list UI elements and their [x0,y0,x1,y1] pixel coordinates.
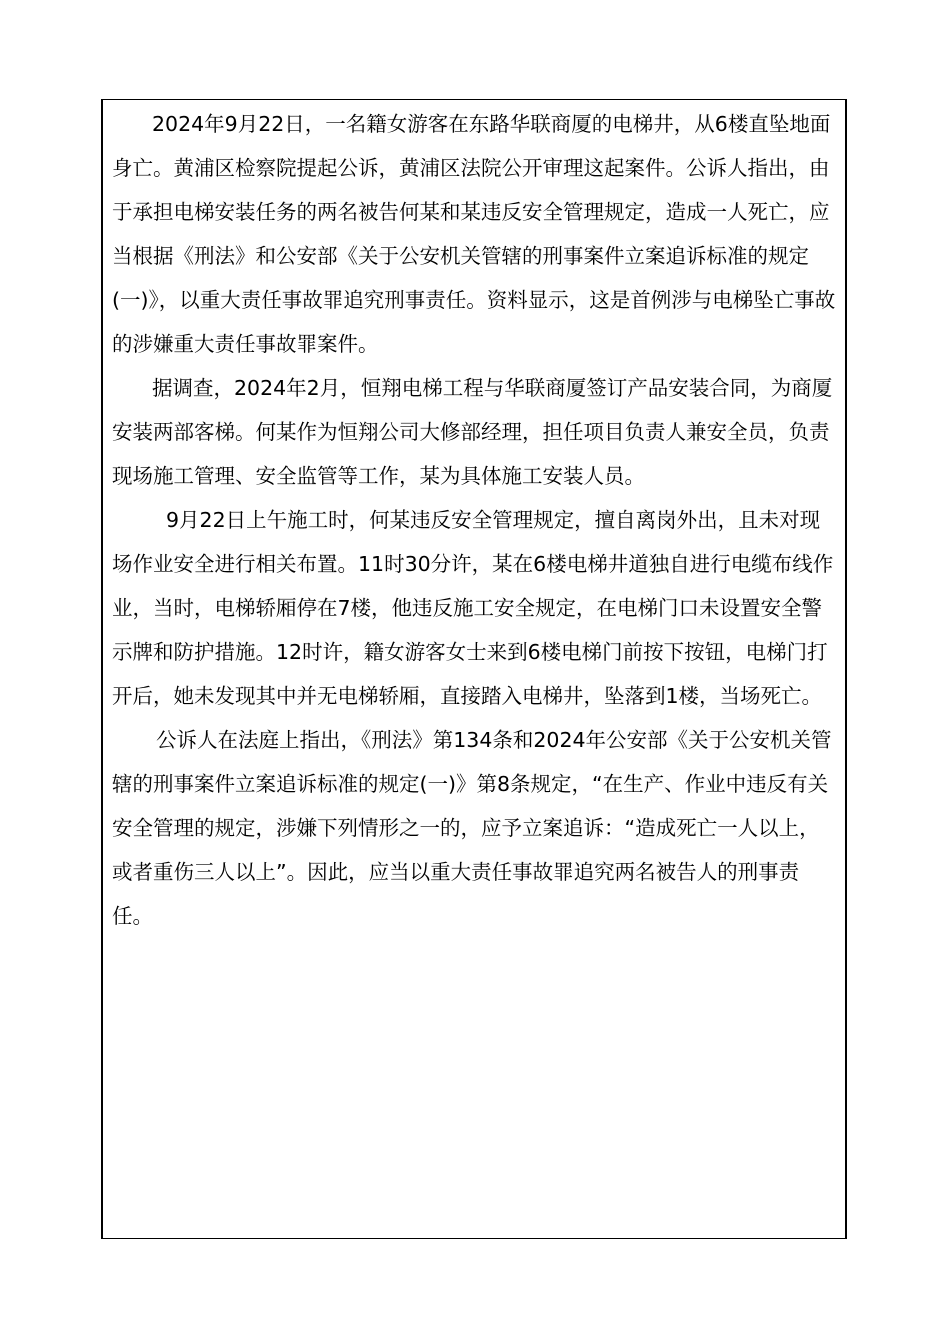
document-body [112,102,838,938]
document-frame [101,99,847,1239]
paragraph-4: 公诉人在法庭上指出，《刑法》第134条和2024年公安部《关于公安机关管辖的刑事案件立案追诉标准的规定(一)》第8条规定，“在生产、作业中违反有关安全管理的规定，涉嫌下列情形之一的，应予立案追诉：“造成死亡一人以上，或者重伤三人以上”。因此，应当以重大责任事故罪追究两名被告人的刑事责任。 [112,728,832,928]
paragraph-3: 9月22日上午施工时，何某违反安全管理规定，擅自离岗外出，且未对现场作业安全进行相关布置。11时30分许，某在6楼电梯井道独自进行电缆布线作业，当时，电梯轿厢停在7楼，他违反施工安全规定，在电梯门口未设置安全警示牌和防护措施。12时许，籍女游客女士来到6楼电梯门前按下按钮，电梯门打开后，她未发现其中并无电梯轿厢，直接踏入电梯井，坠落到1楼，当场死亡。 [112,508,834,708]
paragraph-2: 据调查，2024年2月，恒翔电梯工程与华联商厦签订产品安装合同，为商厦安装两部客梯。何某作为恒翔公司大修部经理，担任项目负责人兼安全员，负责现场施工管理、安全监管等工作，某为具体施工安装人员。 [112,376,833,488]
paragraph-1: 2024年9月22日，一名籍女游客在东路华联商厦的电梯井，从6楼直坠地面身亡。黄浦区检察院提起公诉，黄浦区法院公开审理这起案件。公诉人指出，由于承担电梯安装任务的两名被告何某和某违反安全管理规定，造成一人死亡，应当根据《刑法》和公安部《关于公安机关管辖的刑事案件立案追诉标准的规定(一)》，以重大责任事故罪追究刑事责任。资料显示，这是首例涉与电梯坠亡事故的涉嫌重大责任事故罪案件。 [112,112,836,356]
